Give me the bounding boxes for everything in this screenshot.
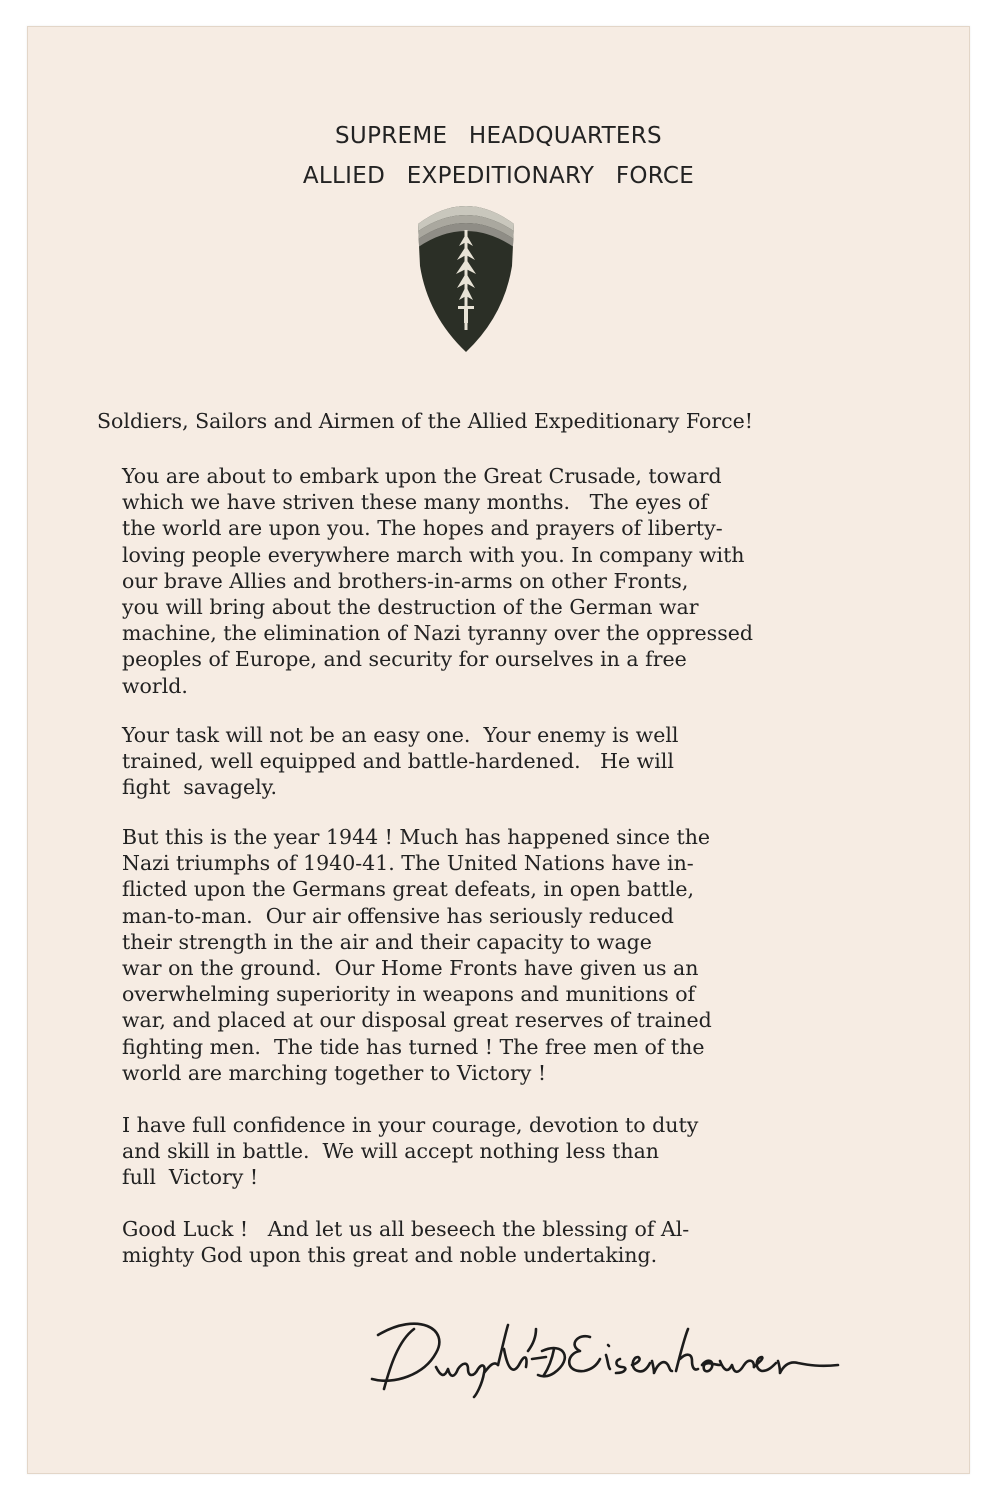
paragraph-2 [122, 722, 842, 801]
paragraph-4 [122, 1112, 842, 1191]
signature [358, 1289, 868, 1399]
paragraph-line: the world are upon you. The hopes and prayers of liberty- [122, 516, 723, 541]
paragraph-line: which we have striven these many months. The eyes of [122, 490, 708, 515]
paragraph-line: But this is the year 1944 ! Much has happened since the [122, 825, 711, 849]
paragraph-line: their strength in the air and their capacity to wage [122, 929, 652, 954]
paragraph-line: overwhelming superiority in weapons and munitions of [122, 982, 696, 1007]
paragraph-line: flicted upon the Germans great defeats, in open battle, [122, 877, 695, 902]
paragraph-line: fight savagely. [122, 775, 278, 800]
paragraph-line: mighty God upon this great and noble undertaking. [122, 1243, 658, 1268]
paragraph-line: fighting men. The tide has turned ! The free men of the [122, 1034, 705, 1059]
paragraph-line: our brave Allies and brothers-in-arms on other Fronts, [122, 568, 689, 593]
paragraph-line: war on the ground. Our Home Fronts have given us an [122, 956, 699, 981]
paragraph-3 [122, 824, 842, 1086]
paragraph-1 [122, 463, 842, 699]
paragraph-line: you will bring about the destruction of the German war [122, 595, 699, 620]
paragraph-line: machine, the elimination of Nazi tyranny over the oppressed [122, 621, 753, 646]
paragraph-line: You are about to embark upon the Great Crusade, toward [122, 464, 722, 488]
paragraph-5 [122, 1216, 842, 1268]
paragraph-line: I have full confidence in your courage, devotion to duty [122, 1113, 699, 1137]
paragraph-line: peoples of Europe, and security for ourselves in a free [122, 647, 687, 672]
paragraph-line: world are marching together to Victory ! [122, 1060, 547, 1085]
shaef-shoulder-patch-icon [414, 194, 518, 354]
paragraph-line: Good Luck ! And let us all beseech the blessing of Al- [122, 1217, 690, 1241]
paragraph-line: loving people everywhere march with you. In company with [122, 542, 745, 567]
header-line-1: SUPREME HEADQUARTERS [335, 123, 662, 149]
paragraph-line: world. [122, 673, 188, 698]
header-line-2: ALLIED EXPEDITIONARY FORCE [302, 163, 695, 189]
paragraph-line: man-to-man. Our air offensive has seriously reduced [122, 903, 674, 928]
paragraph-line: Nazi triumphs of 1940-41. The United Nations have in- [122, 851, 694, 876]
paragraph-line: and skill in battle. We will accept nothing less than [122, 1139, 659, 1164]
salutation: Soldiers, Sailors and Airmen of the Allied Expeditionary Force! [97, 409, 753, 433]
paragraph-line: trained, well equipped and battle-hardened. He will [122, 749, 674, 774]
paragraph-line: full Victory ! [122, 1165, 259, 1190]
document-page [27, 26, 970, 1474]
paragraph-line: war, and placed at our disposal great reserves of trained [122, 1008, 712, 1033]
paragraph-line: Your task will not be an easy one. Your enemy is well [122, 723, 679, 747]
